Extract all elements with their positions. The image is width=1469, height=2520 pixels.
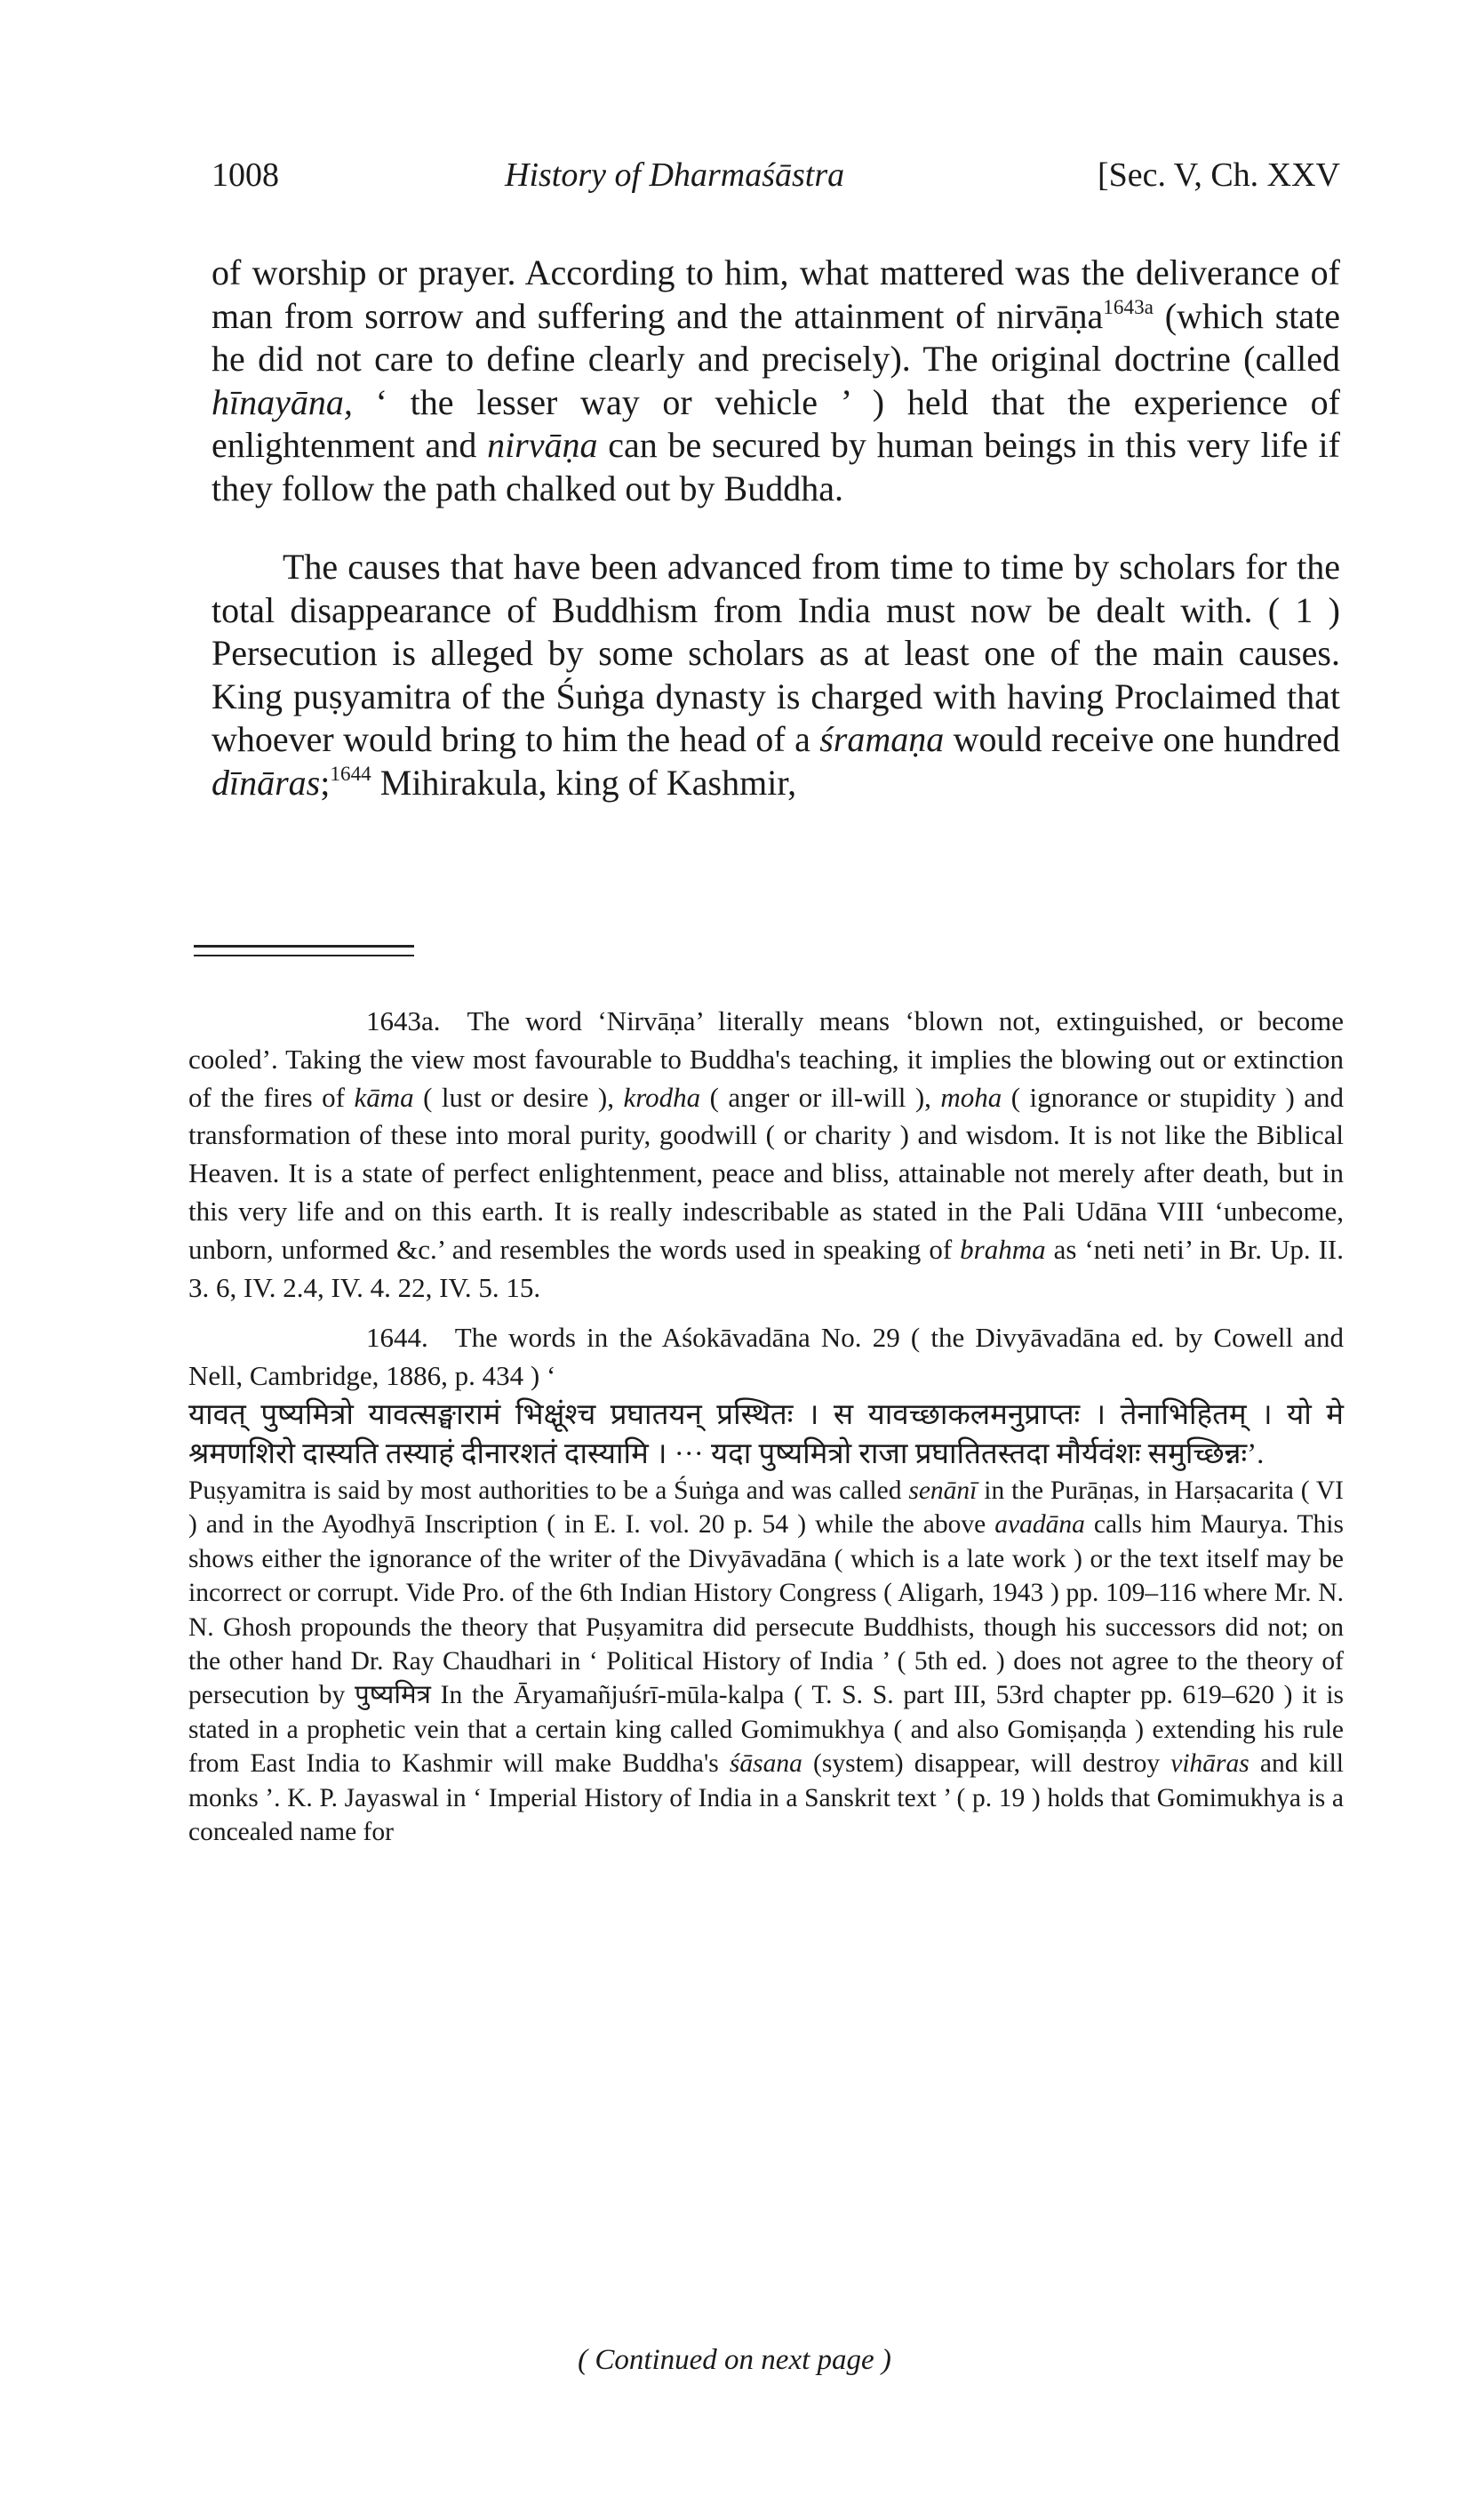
footnote-ref-1643a: 1643a xyxy=(1103,295,1154,319)
footnote-divider xyxy=(194,945,414,956)
paragraph-nirvana: of worship or prayer. According to him, what mattered was the deliverance of man from sorrow and suffering and the attainment of nirvāṇa$^{1643a}$ (which state he did not care to define clearly and precisely). The original doctrine (called hīnayāna, ‘ the lesser way or vehicle ’ ) held that the experience of enlightenment and nirvāṇa can be secured by human beings in this very life if they follow the path chalked out by Buddha. xyxy=(212,252,1340,508)
footnote-1644-continuation: Puṣyamitra is said by most authorities to be a Śuṅga and was called senānī in the Purāṇas, in Harṣacarita ( VI ) and in the Ayodhyā Inscription ( in E. I. vol. 20 p. 54 ) while the above avadāna calls him Maurya. This shows either the ignorance of the writer of the Divyāvadāna ( which is a late work ) or the text itself may be incorrect or corrupt. Vide Pro. of the 6th Indian History Congress ( Aligarh, 1943 ) pp. 109–116 where Mr. N. N. Ghosh propounds the theory that Puṣyamitra did persecute Buddhists, though his successors did not; on the other hand Dr. Ray Chaudhari in ‘ Political History of India ’ ( 5th ed. ) does not agree to the theory of persecution by पुष्यमित्र In the Āryamañjuśrī-mūla-kalpa ( T. S. S. part III, 53rd chapter pp. 619–620 ) it is stated in a prophetic vein that a certain king called Gomimukhya ( and also Gomiṣaṇḍa ) extending his rule from East India to Kashmir will make Buddha's śāsana (system) disappear, will destroy vihāras and kill monks ’. K. P. Jayaswal in ‘ Imperial History of India in a Sanskrit text ’ ( p. 19 ) holds that Gomimukhya is a concealed name for xyxy=(188,1476,1344,1847)
footnote-ref-1644: 1644 xyxy=(330,762,371,786)
running-title: History of Dharmaśāstra xyxy=(505,156,845,194)
continued-note: ( Continued on next page ) xyxy=(578,2344,891,2376)
footnote-number: 1644. xyxy=(366,1322,428,1354)
footnote-1644: 1644. The words in the Aśokāvadāna No. 29 ( the Divyāvadāna ed. by Cowell and Nell, Cambridge, 1886, p. 434 ) ‘ यावत् पुष्यमित्रो यावत्सङ्घारामं भिक्षूंश्च प्रघातयन् प्रस्थितः । स यावच्छाकलमनुप्राप्तः । तेनाभिहितम् । यो मे श्रमणशिरो दास्यति तस्याहं दीनारशतं दास्यामि । ··· यदा पुष्यमित्रो राजा प्रघातितस्तदा मौर्यवंशः समुच्छिन्नः’. Puṣyamitra is said by most authorities to be a Śuṅga and was called senānī in the Purāṇas, in Harṣacarita ( VI ) and in the Ayodhyā Inscription ( in E. I. vol. 20 p. 54 ) while the above avadāna calls him Maurya. This shows either the ignorance of the writer of the Divyāvadāna ( which is a late work ) or the text itself may be incorrect or corrupt. Vide Pro. of the 6th Indian History Congress ( Aligarh, 1943 ) pp. 109–116 where Mr. N. N. Ghosh propounds the theory that Puṣyamitra did persecute Buddhists, though his successors did not; on the other hand Dr. Ray Chaudhari in ‘ Political History of India ’ ( 5th ed. ) does not agree to the theory of persecution by पुष्यमित्र In the Āryamañjuśrī-mūla-kalpa ( T. S. S. part III, 53rd chapter pp. 619–620 ) it is stated in a prophetic vein that a certain king called Gomimukhya ( and also Gomiṣaṇḍa ) extending his rule from East India to Kashmir will make Buddha's śāsana (system) disappear, will destroy vihāras and kill monks ’. K. P. Jayaswal in ‘ Imperial History of India in a Sanskrit text ’ ( p. 19 ) holds that Gomimukhya is a concealed name for xyxy=(188,1319,1344,1849)
sanskrit-quotation: यावत् पुष्यमित्रो यावत्सङ्घारामं भिक्षूंश्च प्रघातयन् प्रस्थितः । स यावच्छाकलमनुप्राप्तः । तेनाभिहितम् । यो मे श्रमणशिरो दास्यति तस्याहं दीनारशतं दास्यामि । ··· यदा पुष्यमित्रो राजा प्रघातितस्तदा मौर्यवंशः समुच्छिन्नः’. xyxy=(188,1398,1344,1470)
running-head xyxy=(212,156,1340,209)
footnote-number: 1643a. xyxy=(366,1005,441,1036)
footnote-1643a: 1643a. The word ‘Nirvāṇa’ literally means ‘blown not, extinguished, or become cooled’. Taking the view most favourable to Buddha's teaching, it implies the blowing out or extinction of the fires of kāma ( lust or desire ), krodha ( anger or ill-will ), moha ( ignorance or stupidity ) and transformation of these into moral purity, goodwill ( or charity ) and wisdom. It is not like the Biblical Heaven. It is a state of perfect enlightenment, peace and bliss, attainable not merely after death, but in this very life and on this earth. It is really indescribable as stated in the Pali Udāna VIII ‘unbecome, unborn, unformed &c.’ and resembles the words used in speaking of brahma as ‘neti neti’ in Br. Up. II. 3. 6, IV. 2.4, IV. 4. 22, IV. 5. 15. xyxy=(188,1003,1344,1307)
paragraph-causes: The causes that have been advanced from time to time by scholars for the total disappearance of Buddhism from India must now be dealt with. ( 1 ) Persecution is alleged by some scholars as at least one of the main causes. King puṣyamitra of the Śuṅga dynasty is charged with having Proclaimed that whoever would bring to him the head of a śramaṇa would receive one hundred dīnāras;$^{1644}$ Mihirakula, king of Kashmir, xyxy=(212,547,1341,803)
page-number: 1008 xyxy=(212,156,279,194)
section-reference: [Sec. V, Ch. XXV xyxy=(1097,156,1340,194)
main-text xyxy=(212,252,1340,804)
footnotes xyxy=(188,1003,1344,1849)
